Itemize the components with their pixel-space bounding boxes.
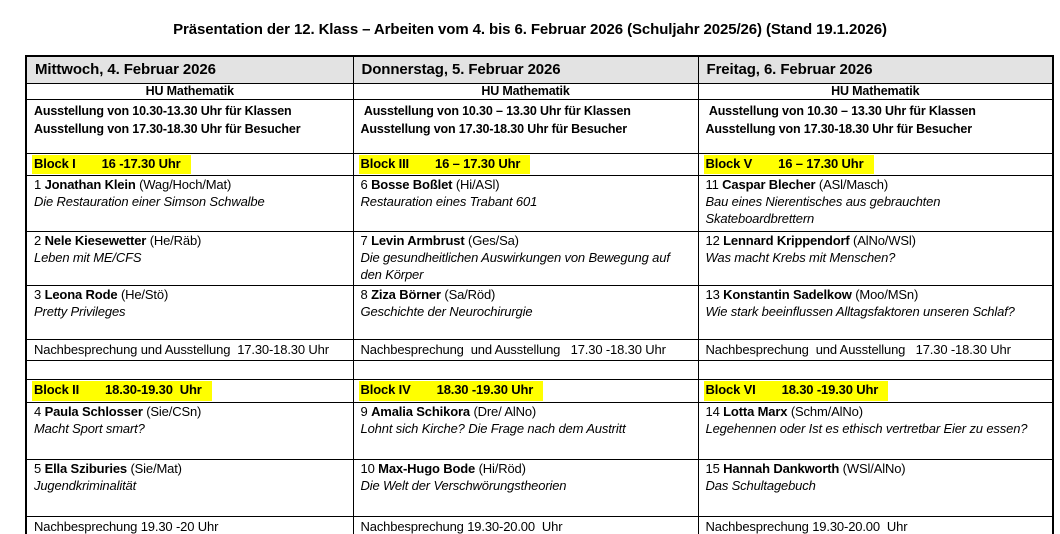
student-teachers: (WSl/AlNo) [842,460,906,476]
day-header-wednesday: Mittwoch, 4. Februar 2026 [26,56,353,83]
student-topic: Die Welt der Verschwörungstheorien [360,477,567,493]
exhibition-row [26,99,1053,153]
block-time: 16 – 17.30 Uhr [435,155,521,171]
debrief-cell: Nachbesprechung und Ausstellung 17.30 -18.30 Uhr [353,340,698,361]
student-name: Lotta Marx [723,403,788,419]
student-number: 6 [360,177,368,193]
student-cell [698,232,1053,286]
student-name: Max-Hugo Bode [378,460,476,476]
exhibition-line-2: Ausstellung von 17.30-18.30 Uhr für Besucher [34,121,301,136]
student-cell [698,286,1053,340]
exhibition-line-2: Ausstellung von 17.30-18.30 Uhr für Besucher [360,121,627,136]
block-banner-IV [359,381,544,401]
student-cell [353,176,698,232]
student-number: 10 [360,460,375,476]
student-name: Levin Armbrust [371,233,465,249]
student-number: 13 [705,287,720,303]
student-cell [353,286,698,340]
debrief-cell: Nachbesprechung 19.30-20.00 Uhr [353,516,698,534]
schedule-table [25,55,1054,534]
hall-subtitle-row [26,83,1053,99]
debrief-row-1 [26,340,1053,361]
student-heading [706,177,1046,194]
block-time: 18.30 -19.30 Uhr [436,381,534,397]
student-cell [26,459,353,516]
block-banner-I [32,155,191,175]
student-heading [361,233,691,250]
hall-subtitle: HU Mathematik [353,83,698,99]
block-label: Block I [34,155,76,171]
student-number: 14 [705,403,720,419]
debrief-cell: Nachbesprechung 19.30 -20 Uhr [26,516,353,534]
student-teachers: (Moo/MSn) [855,287,919,303]
block-cell [26,153,353,176]
student-teachers: (Hi/Röd) [478,460,526,476]
student-heading [34,177,346,194]
student-topic: Jugendkriminalität [34,477,137,493]
student-topic: Wie stark beeinflussen Alltagsfaktoren unseren Schlaf? [705,303,1015,319]
student-row [26,232,1053,286]
debrief-row-2 [26,516,1053,534]
block-banner-V [704,155,874,175]
student-heading [706,461,1046,478]
hall-subtitle: HU Mathematik [26,83,353,99]
student-cell [26,176,353,232]
student-number: 8 [360,287,368,303]
student-teachers: (Schm/AlNo) [790,403,863,419]
student-name: Ella Sziburies [44,460,127,476]
student-teachers: (Wag/Hoch/Mat) [139,177,232,193]
student-heading [361,287,691,304]
student-name: Ziza Börner [371,287,441,303]
student-topic: Was macht Krebs mit Menschen? [705,250,896,266]
page-title: Präsentation der 12. Klass – Arbeiten vom 4. bis 6. Februar 2026 (Schuljahr 2025/26) (Stand 19.1.2026) [173,21,887,38]
block-time: 16 -17.30 Uhr [101,155,181,171]
student-row [26,402,1053,459]
student-topic: Pretty Privileges [34,303,126,319]
exhibition-cell [353,99,698,153]
spacer-cell [26,360,353,379]
block-label: Block II [34,381,80,397]
student-heading [361,404,691,421]
block-label: Block III [360,155,409,171]
block-cell [353,153,698,176]
debrief-cell: Nachbesprechung 19.30-20.00 Uhr [698,516,1053,534]
student-teachers: (He/Stö) [120,287,169,303]
student-row [26,459,1053,516]
student-topic: Geschichte der Neurochirurgie [360,303,533,319]
student-name: Nele Kiesewetter [44,233,147,249]
student-row [26,176,1053,232]
student-cell [353,232,698,286]
student-teachers: (Sie/CSn) [146,403,202,419]
block-time: 18.30-19.30 Uhr [105,381,202,397]
student-topic: Die gesundheitlichen Auswirkungen von Bewegung auf den Körper [360,250,670,283]
block-cell [698,153,1053,176]
student-cell [26,286,353,340]
block-cell [26,379,353,402]
student-number: 11 [705,177,719,193]
debrief-cell: Nachbesprechung und Ausstellung 17.30-18.30 Uhr [26,340,353,361]
exhibition-line-2: Ausstellung von 17.30-18.30 Uhr für Besucher [705,121,972,136]
student-topic: Die Restauration einer Simson Schwalbe [34,194,265,210]
student-name: Jonathan Klein [44,177,136,193]
student-teachers: (Sie/Mat) [130,460,182,476]
student-name: Konstantin Sadelkow [723,287,852,303]
student-number: 3 [34,287,42,303]
block-label: Block VI [705,381,756,397]
student-heading [706,404,1046,421]
student-cell [698,459,1053,516]
student-number: 1 [34,177,42,193]
student-heading [34,233,346,250]
student-topic: Restauration eines Trabant 601 [360,194,538,210]
student-cell [26,402,353,459]
spacer-cell [698,360,1053,379]
student-name: Leona Rode [44,287,118,303]
student-number: 2 [34,233,42,249]
student-teachers: (He/Räb) [149,233,202,249]
student-cell [353,402,698,459]
student-heading [706,233,1046,250]
exhibition-line-1: Ausstellung von 10.30 – 13.30 Uhr für Klassen [705,103,976,118]
day-header-thursday: Donnerstag, 5. Februar 2026 [353,56,698,83]
student-teachers: (ASl/Masch) [818,177,889,193]
student-name: Amalia Schikora [371,403,470,419]
block-label: Block V [705,155,753,171]
block-banner-II [32,381,212,401]
student-heading [706,287,1046,304]
student-name: Lennard Krippendorf [723,233,850,249]
student-cell [26,232,353,286]
student-number: 5 [34,460,42,476]
block-banner-VI [704,381,889,401]
block-banner-III [359,155,531,175]
student-number: 7 [360,233,368,249]
student-cell [698,402,1053,459]
exhibition-line-1: Ausstellung von 10.30-13.30 Uhr für Klassen [34,103,292,118]
student-cell [353,459,698,516]
hall-subtitle: HU Mathematik [698,83,1053,99]
student-teachers: (Dre/ AlNo) [473,403,537,419]
student-number: 15 [705,460,720,476]
student-row [26,286,1053,340]
student-teachers: (Ges/Sa) [468,233,519,249]
student-topic: Legehennen oder Ist es ethisch vertretbar Eier zu essen? [705,420,1028,436]
block-cell [698,379,1053,402]
student-name: Hannah Dankworth [723,460,840,476]
exhibition-cell [26,99,353,153]
student-teachers: (Hi/ASl) [455,177,500,193]
student-heading [34,404,346,421]
student-name: Bosse Boßlet [371,177,453,193]
spacer-row [26,360,1053,379]
spacer-cell [353,360,698,379]
exhibition-line-1: Ausstellung von 10.30 – 13.30 Uhr für Klassen [360,103,631,118]
student-topic: Bau eines Nierentisches aus gebrauchten Skateboardbrettern [705,194,941,227]
block-label: Block IV [360,381,411,397]
student-heading [361,461,691,478]
block-banner-row-1 [26,153,1053,176]
student-topic: Lohnt sich Kirche? Die Frage nach dem Austritt [360,420,626,436]
student-teachers: (AlNo/WSl) [853,233,916,249]
student-number: 12 [705,233,720,249]
student-heading [34,287,346,304]
debrief-cell: Nachbesprechung und Ausstellung 17.30 -18.30 Uhr [698,340,1053,361]
student-cell [698,176,1053,232]
student-number: 9 [360,403,368,419]
block-banner-row-2 [26,379,1053,402]
student-name: Paula Schlosser [44,403,143,419]
block-cell [353,379,698,402]
day-header-row [26,56,1053,83]
student-topic: Das Schultagebuch [705,477,816,493]
student-name: Caspar Blecher [722,177,816,193]
student-topic: Macht Sport smart? [34,420,145,436]
block-time: 18.30 -19.30 Uhr [781,381,879,397]
student-heading [361,177,691,194]
student-teachers: (Sa/Röd) [444,287,496,303]
student-number: 4 [34,403,42,419]
day-header-friday: Freitag, 6. Februar 2026 [698,56,1053,83]
block-time: 16 – 17.30 Uhr [778,155,864,171]
student-topic: Leben mit ME/CFS [34,250,142,266]
exhibition-cell [698,99,1053,153]
student-heading [34,461,346,478]
